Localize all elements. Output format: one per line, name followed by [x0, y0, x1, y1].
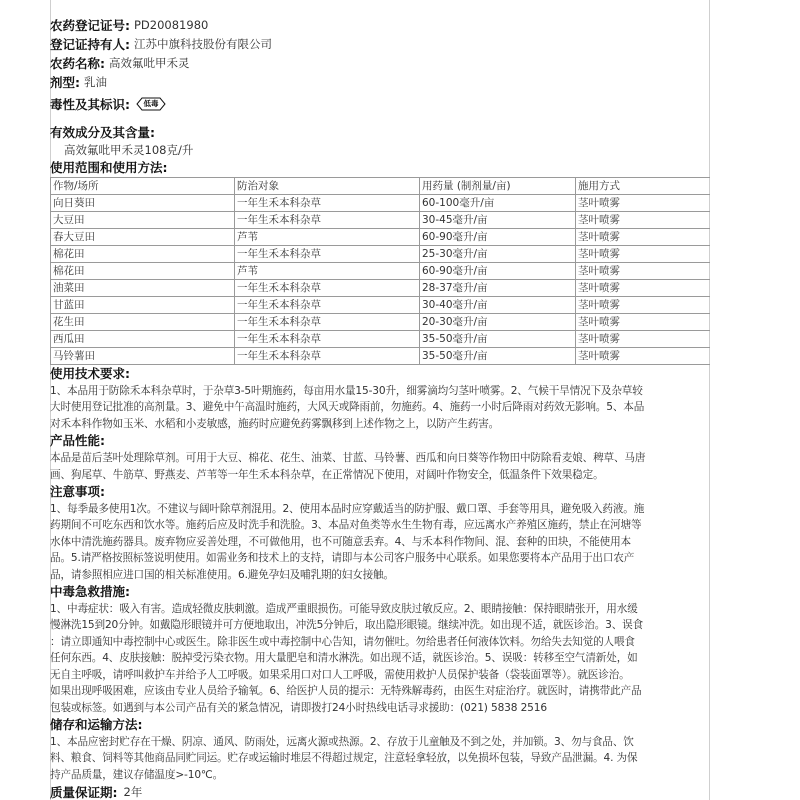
registration-number: PD20081980: [134, 18, 209, 32]
text-line: 本品是苗后茎叶处理除草剂。可用于大豆、棉花、花生、油菜、甘蓝、马铃薯、西瓜和向日葵等作物田中防除看麦娘、稗草、马唐: [50, 452, 646, 465]
text-line: 1、中毒症状：吸入有害。造成轻微皮肤刺激。造成严重眼损伤。可能导致皮肤过敏反应。2、眼睛接触：保持眼睛张开，用水缓: [50, 603, 638, 616]
target-cell: 一年生禾本科杂草: [235, 195, 420, 212]
crop-cell: 花生田: [51, 314, 235, 331]
method-cell: 茎叶喷雾: [576, 348, 711, 365]
first-aid-title: 中毒急救措施:: [50, 584, 130, 600]
method-cell: 茎叶喷雾: [576, 314, 711, 331]
crop-cell: 向日葵田: [51, 195, 235, 212]
method-cell: 茎叶喷雾: [576, 263, 711, 280]
precautions-text: [50, 501, 710, 583]
text-line: 药期间不可吃东西和饮水等。施药后应及时洗手和洗脸。3、本品对鱼类等水生生物有毒，应远离水产养殖区施药，禁止在河塘等: [50, 519, 642, 532]
usage-title: 使用范围和使用方法:: [50, 160, 168, 175]
column-header: 防治对象: [235, 178, 420, 195]
storage-text: [50, 734, 710, 783]
dosage-cell: 35-50毫升/亩: [420, 348, 576, 365]
table-row: [51, 280, 711, 297]
text-line: 1、本品用于防除禾本科杂草时，于杂草3-5叶期施药，每亩用水量15-30升，细雾滴均匀茎叶喷雾。2、气候干旱情况下及杂草较: [50, 385, 643, 397]
text-line: 包装或标签。如遇到与本公司产品有关的紧急情况，请即拨打24小时热线电话寻求援助：(021) 5838 2516: [50, 701, 547, 714]
target-cell: 芦苇: [235, 263, 420, 280]
target-cell: 芦苇: [235, 229, 420, 246]
target-cell: 一年生禾本科杂草: [235, 212, 420, 229]
registration-number-label: 农药登记证号:: [50, 18, 130, 33]
text-line: 如果出现呼吸困难，应该由专业人员给予输氧。6、给医护人员的提示：无特殊解毒药，由医生对症治疗。就医时，请携带此产品: [50, 685, 642, 698]
table-row: [51, 314, 711, 331]
crop-cell: 棉花田: [51, 263, 235, 280]
dosage-cell: 28-37毫升/亩: [420, 280, 576, 297]
method-cell: 茎叶喷雾: [576, 280, 711, 297]
target-cell: 一年生禾本科杂草: [235, 246, 420, 263]
text-line: 对禾本科作物如玉米、水稻和小麦敏感，施药时应避免药雾飘移到上述作物之上，以防产生药害。: [50, 417, 500, 430]
formulation-label: 剂型:: [50, 75, 80, 90]
tech-requirements-text: [50, 383, 710, 432]
registration-number-row: [50, 16, 710, 35]
usage-table: [50, 177, 710, 365]
method-cell: 茎叶喷雾: [576, 297, 711, 314]
method-cell: 茎叶喷雾: [576, 246, 711, 263]
text-line: 1、本品应密封贮存在干燥、阴凉、通风、防雨处，远离火源或热源。2、存放于儿童触及不到之处，并加锁。3、勿与食品、饮: [50, 735, 634, 748]
table-row: [51, 195, 711, 212]
text-line: 无自主呼吸，请呼叫救护车并给予人工呼吸。如果采用口对口人工呼吸，需使用救护人员保护装备（袋装面罩等）。就医诊治。: [50, 668, 630, 681]
crop-cell: 棉花田: [51, 246, 235, 263]
pesticide-name: 高效氟吡甲禾灵: [109, 56, 190, 70]
method-cell: 茎叶喷雾: [576, 331, 711, 348]
method-cell: 茎叶喷雾: [576, 229, 711, 246]
label-document: [50, 0, 710, 800]
ingredients-text: 高效氟吡甲禾灵108克/升: [64, 143, 194, 157]
text-line: 画、狗尾草、牛筋草、野燕麦、芦苇等一年生禾本科杂草，在正常情况下使用，对阔叶作物安全，低温条件下效果稳定。: [50, 468, 604, 481]
crop-cell: 甘蓝田: [51, 297, 235, 314]
text-line: 水体中清洗施药器具。废弃物应妥善处理，不可做他用，也不可随意丢弃。4、与禾本科作物间、混、套种的田块，不能使用本: [50, 535, 631, 548]
product-performance-title: 产品性能:: [50, 433, 105, 449]
ingredients-title: 有效成分及其含量:: [50, 125, 155, 140]
holder-row: [50, 35, 710, 54]
table-row: [51, 331, 711, 348]
method-cell: 茎叶喷雾: [576, 212, 711, 229]
toxicity-badge-text: 低毒: [143, 99, 159, 108]
column-header: 用药量 (制剂量/亩): [420, 178, 576, 195]
text-line: 料、粮食、饲料等其他商品同贮同运。贮存或运输时堆层不得超过规定，注意轻拿轻放，以免损坏包装，导致产品泄漏。4. 为保: [50, 752, 638, 765]
table-row: [51, 297, 711, 314]
target-cell: 一年生禾本科杂草: [235, 314, 420, 331]
column-header: 作物/场所: [51, 178, 235, 195]
usage-table-header: [51, 178, 711, 195]
toxicity-label: 毒性及其标识:: [50, 96, 130, 112]
warranty-row: [50, 783, 710, 800]
dosage-cell: 30-40毫升/亩: [420, 297, 576, 314]
table-row: [51, 263, 711, 280]
target-cell: 一年生禾本科杂草: [235, 331, 420, 348]
target-cell: 一年生禾本科杂草: [235, 348, 420, 365]
precautions-title: 注意事项:: [50, 484, 105, 500]
text-line: 任何东西。4、皮肤接触：脱掉受污染衣物。用大量肥皂和清水淋洗。如出现不适，就医诊治。5、误吸：转移至空气清新处，如: [50, 652, 638, 665]
table-row: [51, 246, 711, 263]
product-performance-text: [50, 450, 710, 483]
text-line: 1、每季最多使用1次。不建议与阔叶除草剂混用。2、使用本品时应穿戴适当的防护服、戴口罩、手套等用具，避免吸入药液。施: [50, 503, 645, 516]
warranty-value: 2年: [123, 785, 143, 800]
storage-title: 储存和运输方法:: [50, 716, 143, 732]
table-row: [51, 348, 711, 365]
column-header: 施用方式: [576, 178, 711, 195]
text-line: 持产品质量，建议存储温度>-10℃。: [50, 768, 224, 781]
crop-cell: 西瓜田: [51, 331, 235, 348]
crop-cell: 油菜田: [51, 280, 235, 297]
text-line: 慢淋洗15到20分钟。如戴隐形眼镜并可方便地取出，冲洗5分钟后，取出隐形眼镜。继续冲洗。如出现不适，就医诊治。3、误食: [50, 619, 644, 632]
pesticide-name-row: [50, 54, 710, 73]
first-aid-text: [50, 601, 710, 716]
dosage-cell: 30-45毫升/亩: [420, 212, 576, 229]
text-line: 品。5.请严格按照标签说明使用。如需业务和技术上的支持，请即与本公司客户服务中心联系。如果您要将本产品用于出口农产: [50, 552, 635, 565]
dosage-cell: 60-90毫升/亩: [420, 229, 576, 246]
dosage-cell: 60-100毫升/亩: [420, 195, 576, 212]
pesticide-name-label: 农药名称:: [50, 56, 105, 71]
text-line: ：请立即通知中毒控制中心或医生。除非医生或中毒控制中心告知，请勿催吐。勿给患者任何液体饮料。勿给失去知觉的人喂食: [50, 635, 635, 648]
low-toxicity-badge-icon: [136, 97, 166, 111]
warranty-label: 质量保证期:: [50, 785, 118, 800]
table-row: [51, 229, 711, 246]
usage-table-body: [51, 178, 711, 365]
target-cell: 一年生禾本科杂草: [235, 297, 420, 314]
formulation-row: [50, 73, 710, 92]
formulation-value: 乳油: [84, 75, 107, 89]
holder-label: 登记证持有人:: [50, 37, 130, 52]
dosage-cell: 25-30毫升/亩: [420, 246, 576, 263]
tech-requirements-title: 使用技术要求:: [50, 366, 130, 381]
crop-cell: 马铃薯田: [51, 348, 235, 365]
crop-cell: 春大豆田: [51, 229, 235, 246]
crop-cell: 大豆田: [51, 212, 235, 229]
toxicity-row: [50, 92, 710, 116]
text-line: 大时使用登记批准的高剂量。3、避免中午高温时施药，大风天或降雨前，勿施药。4、施药一小时后降雨对药效无影响。5、本品: [50, 401, 645, 414]
holder-value: 江苏中旗科技股份有限公司: [134, 37, 272, 51]
table-row: [51, 212, 711, 229]
text-line: 品，请参照相应进口国的相关标准使用。6.避免孕妇及哺乳期的妇女接触。: [50, 568, 395, 581]
dosage-cell: 35-50毫升/亩: [420, 331, 576, 348]
dosage-cell: 20-30毫升/亩: [420, 314, 576, 331]
target-cell: 一年生禾本科杂草: [235, 280, 420, 297]
method-cell: 茎叶喷雾: [576, 195, 711, 212]
dosage-cell: 60-90毫升/亩: [420, 263, 576, 280]
